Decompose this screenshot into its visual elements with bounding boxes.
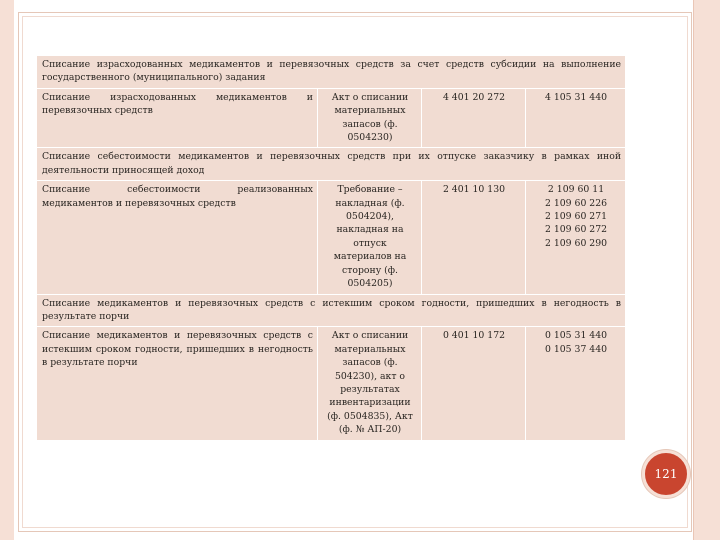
section-header-row bbox=[37, 56, 626, 89]
credit-account: 4 105 31 440 bbox=[526, 88, 626, 148]
accounting-entries-table bbox=[36, 55, 626, 441]
credit-account: 2 109 60 11 2 109 60 226 2 109 60 271 2 109 60 272 2 109 60 290 bbox=[526, 181, 626, 294]
debit-account: 2 401 10 130 bbox=[422, 181, 526, 294]
page-number-badge: 121 bbox=[642, 450, 690, 498]
source-document: Акт о списании материальных запасов (ф. 0504230) bbox=[318, 88, 422, 148]
table-row bbox=[37, 181, 626, 294]
section-header-row bbox=[37, 148, 626, 181]
operation-description: Списание медикаментов и перевязочных средств с истекшим сроком годности, пришедших в негодность в результате порчи bbox=[37, 327, 318, 440]
table-row bbox=[37, 88, 626, 148]
section-header: Списание себестоимости медикаментов и перевязочных средств при их отпуске заказчику в рамках иной деятельности приносящей доход bbox=[37, 148, 626, 181]
section-header: Списание медикаментов и перевязочных средств с истекшим сроком годности, пришедших в негодность в результате порчи bbox=[37, 294, 626, 327]
section-header: Списание израсходованных медикаментов и перевязочных средств за счет средств субсидии на выполнение государственного (муниципального) задания bbox=[37, 56, 626, 89]
debit-account: 0 401 10 172 bbox=[422, 327, 526, 440]
operation-description: Списание себестоимости реализованных медикаментов и перевязочных средств bbox=[37, 181, 318, 294]
source-document: Требование – накладная (ф. 0504204), накладная на отпуск материалов на сторону (ф. 0504205) bbox=[318, 181, 422, 294]
source-document: Акт о списании материальных запасов (ф. 504230), акт о результатах инвентаризации (ф. 0504835), Акт (ф. № АП-20) bbox=[318, 327, 422, 440]
credit-account: 0 105 31 440 0 105 37 440 bbox=[526, 327, 626, 440]
slide-frame-right bbox=[694, 0, 720, 540]
table-row bbox=[37, 327, 626, 440]
debit-account: 4 401 20 272 bbox=[422, 88, 526, 148]
operation-description: Списание израсходованных медикаментов и перевязочных средств bbox=[37, 88, 318, 148]
slide-frame-left bbox=[0, 0, 14, 540]
section-header-row bbox=[37, 294, 626, 327]
